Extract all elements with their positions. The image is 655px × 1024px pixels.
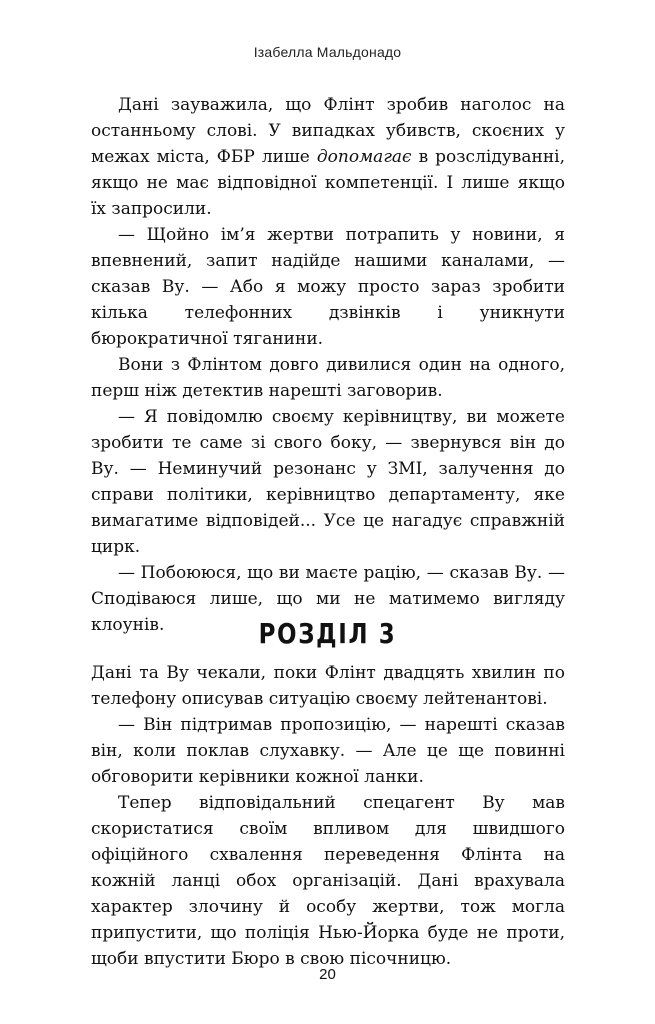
running-head-author: Ізабелла Мальдонадо bbox=[253, 44, 402, 60]
paragraph: — Щойно ім’я жертви потрапить у новини, я впевнений, запит надійде нашими каналами, — сказав Ву. — Або я можу просто зараз зробити кілька телефонних дзвінків і уникнути бюрократичної тяганини. bbox=[91, 225, 565, 349]
paragraph: — Побоююся, що ви маєте рацію, — сказав Ву. — Сподіваюся лише, що ми не матимемо вигляду клоунів. bbox=[91, 563, 565, 635]
paragraph: — Я повідомлю своєму керівництву, ви можете зробити те саме зі свого боку, — звернувся він до Ву. — Неминучий резонанс у ЗМІ, залучення до справи політики, керівництво департаменту, яке вимагатиме відповідей... Усе це нагадує справжній цирк. bbox=[91, 407, 565, 557]
paragraph: — Він підтримав пропозицію, — нарешті сказав він, коли поклав слухавку. — Але це ще повинні обговорити керівники кожної ланки. bbox=[91, 715, 565, 787]
paragraph: Дані та Ву чекали, поки Флінт двадцять хвилин по телефону описував ситуацію своєму лейтенантові. bbox=[91, 663, 565, 709]
italic-emphasis: допомагає bbox=[316, 147, 412, 167]
text-block-1 bbox=[91, 92, 565, 638]
paragraph-text: в розслідуванні, якщо не має відповідної компетенції. І лише якщо їх запросили. bbox=[91, 147, 565, 219]
chapter-title: РОЗДІЛ 3 bbox=[258, 617, 397, 650]
page-number: 20 bbox=[319, 966, 336, 983]
paragraph bbox=[91, 92, 565, 222]
paragraph: Вони з Флінтом довго дивилися один на одного, перш ніж детектив нарешті заговорив. bbox=[91, 355, 565, 401]
text-block-2 bbox=[91, 660, 565, 972]
paragraph: Тепер відповідальний спецагент Ву мав скористатися своїм впливом для швидшого офіційного схвалення переведення Флінта на кожній ланці обох організацій. Дані врахувала характер злочину й особу жертви, тож могла припустити, що поліція Нью-Йорка буде не проти, щоби впустити Бюро в свою пісочницю. bbox=[91, 793, 565, 969]
paragraph-text: Дані зауважила, що Флінт зробив наголос на останньому слові. У випадках убивств, скоєних у межах міста, ФБР лише bbox=[91, 95, 565, 167]
